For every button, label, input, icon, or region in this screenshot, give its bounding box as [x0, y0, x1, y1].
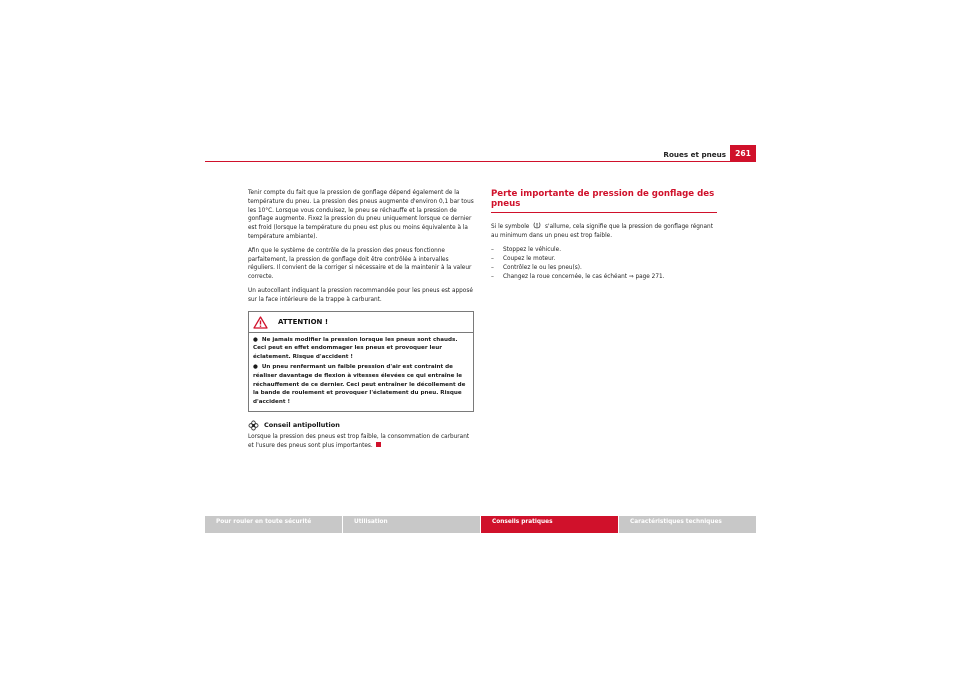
list-item: [491, 273, 717, 282]
right-column: [491, 189, 717, 282]
step-text: Contrôlez le ou les pneu(s).: [503, 265, 582, 271]
eco-tip-header: [248, 420, 474, 431]
tab-practical-tips[interactable]: Conseils pratiques: [481, 516, 618, 533]
eco-tip-text: [248, 433, 474, 451]
section-divider: [491, 212, 717, 213]
dash-marker: –: [491, 246, 494, 253]
left-column: [248, 189, 474, 456]
tab-safety[interactable]: Pour rouler en toute sécurité: [205, 516, 342, 533]
page-number: 261: [730, 145, 756, 162]
footer-tabs: [205, 516, 756, 533]
intro-after: s'allume, cela signifie que la pression de gonflage régnant au minimum dans un pneu est trop faible.: [491, 224, 713, 239]
intro-paragraph: [491, 221, 717, 241]
intro-before: Si le symbole: [491, 224, 530, 230]
warning-triangle-icon: [253, 316, 268, 329]
dash-marker: –: [491, 255, 494, 262]
tire-pressure-warning-icon: [533, 221, 541, 229]
warning-box: [248, 311, 474, 412]
warning-item: [253, 363, 469, 407]
dash-marker: –: [491, 274, 494, 281]
tab-technical-specs[interactable]: Caractéristiques techniques: [619, 516, 756, 533]
list-item: [491, 264, 717, 273]
header-section-title: Roues et pneus: [663, 150, 726, 159]
eco-tip-text-content: Lorsque la pression des pneus est trop faible, la consommation de carburant et l'usure des pneus sont plus importantes.: [248, 433, 470, 449]
warning-item: [253, 336, 469, 362]
end-marker-icon: [376, 442, 381, 447]
dash-marker: –: [491, 265, 494, 271]
list-item: [491, 255, 717, 264]
warning-divider: [249, 332, 473, 333]
list-item: [491, 246, 717, 255]
step-text: Coupez le moteur.: [503, 255, 556, 262]
section-title: Perte importante de pression de gonflage des pneus: [491, 189, 715, 209]
step-text: Changez la roue concernée, le cas échéant ⇒ page 271.: [503, 274, 665, 281]
warning-item-text: Ne jamais modifier la pression lorsque les pneus sont chauds. Ceci peut en effet endommager les pneus et provoquer leur éclatement. Risque d'accident !: [253, 336, 458, 361]
steps-list: [491, 246, 717, 283]
paragraph-temperature: Tenir compte du fait que la pression de gonflage dépend également de la température du pneu. La pression des pneus augmente d'environ 0,1 bar tous les 10°C. Lorsque vous conduisez, le pneu se réchauffe et la pression de gonflage augmente. Fixez la pression du pneu uniquement lorsque ce dernier est froid (lorsque la température du pneu est plus ou moins équivalente à la température ambiante).: [248, 190, 474, 240]
paragraph-sticker: Un autocollant indiquant la pression recommandée pour les pneus est apposé sur la face intérieure de la trappe à carburant.: [248, 287, 473, 303]
header-divider: [205, 161, 756, 162]
warning-item-text: Un pneu renfermant un faible pression d'air est contraint de réaliser davantage de flexion à vitesses élevées ce qui entraîne le réchauffement de ce dernier. Ceci peut entraîner le décollement de la bande de roulement et provoquer l'éclatement du pneu. Risque d'accident !: [253, 363, 466, 406]
flower-eco-icon: [248, 420, 259, 431]
warning-header: [253, 316, 469, 329]
paragraph-monitoring: Afin que le système de contrôle de la pression des pneus fonctionne parfaitement, la pression de gonflage doit être contrôlée à intervalles réguliers. Il convient de la corriger si nécessaire et de la maintenir à la valeur correcte.: [248, 247, 472, 281]
warning-title: ATTENTION !: [278, 318, 329, 327]
bullet-icon: ●: [253, 363, 258, 370]
tab-usage[interactable]: Utilisation: [343, 516, 480, 533]
bullet-icon: ●: [253, 336, 258, 343]
step-text: Stoppez le véhicule.: [503, 246, 562, 253]
eco-tip-title: Conseil antipollution: [264, 421, 340, 430]
